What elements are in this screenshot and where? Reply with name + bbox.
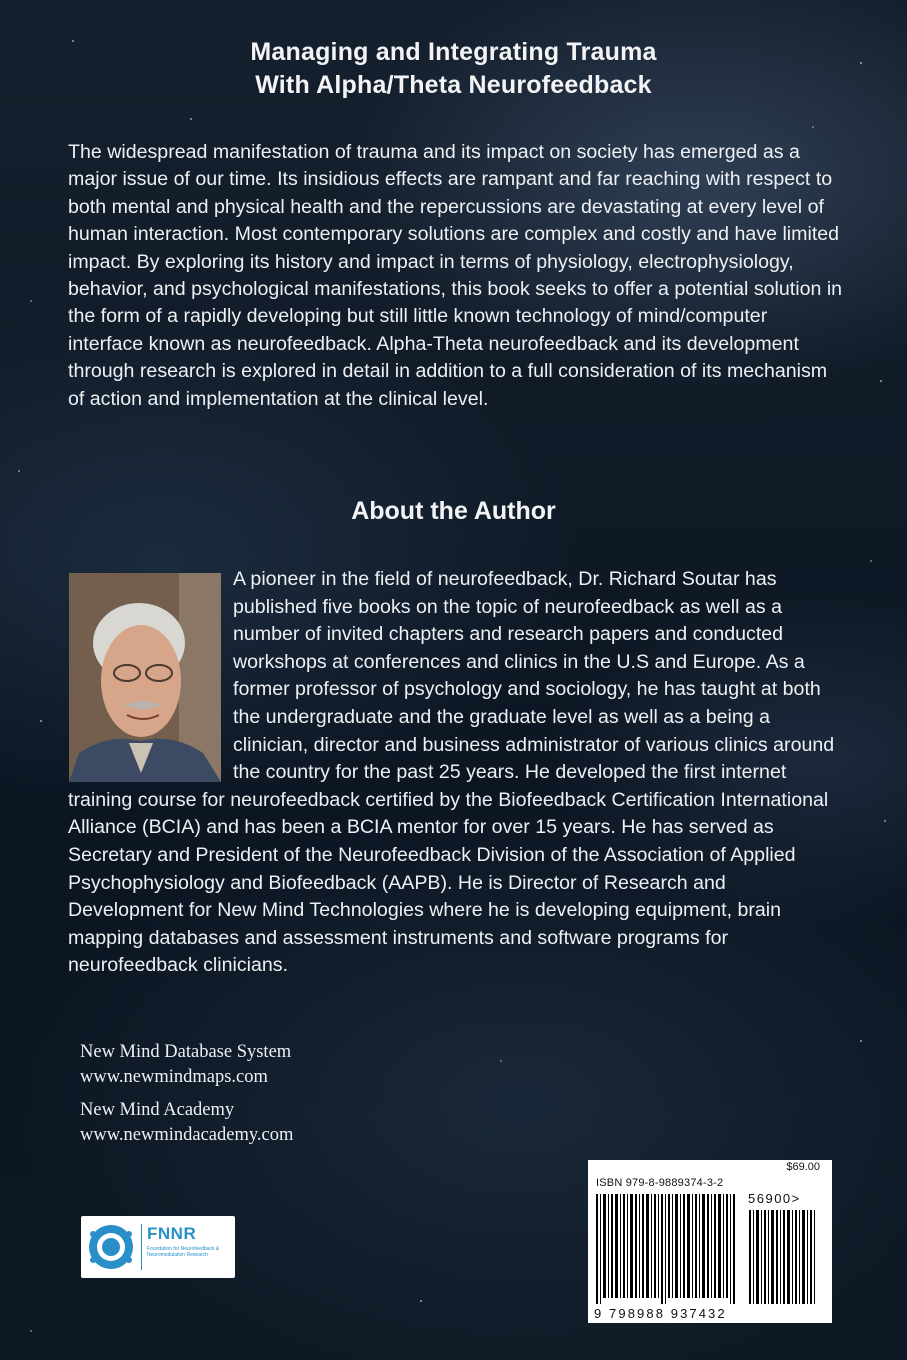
price-label: $69.00 — [786, 1161, 820, 1173]
link-url-database[interactable]: www.newmindmaps.com — [80, 1066, 268, 1087]
photo-spacer — [68, 566, 233, 786]
ean-barcode-bars — [594, 1194, 740, 1304]
fnnr-logo — [81, 1216, 235, 1278]
link-name-database: New Mind Database System — [80, 1042, 292, 1062]
author-bio — [68, 566, 843, 980]
book-title — [0, 36, 907, 102]
link-group-academy — [80, 1098, 293, 1147]
isbn-label: ISBN 979-8-9889374-3-2 — [596, 1177, 724, 1189]
logo-divider — [141, 1224, 142, 1270]
isbn-barcode — [588, 1160, 832, 1323]
about-author-heading: About the Author — [351, 497, 556, 525]
link-group-database — [80, 1040, 293, 1089]
book-description: The widespread manifestation of trauma and its impact on society has emerged as a major issue of our time. Its insidious effects are rampant and far reaching with respect to both mental and physical health and the repercussions are devastating at every level of human interaction. Most contemporary solutions are complex and costly and have limited impact. By exploring its history and impact in terms of physiology, electrophysiology, behavior, and psychological manifestations, this book seeks to offer a potential solution in the form of a rapidly developing but still little known technology of mind/computer interface known as neurofeedback. Alpha-Theta neurofeedback and its development through research is explored in detail in addition to a full consideration of its mechanism of action and implementation at the clinical level. — [68, 141, 843, 410]
ean-digits: 9 798988 937432 — [594, 1306, 727, 1321]
author-bio-text: A pioneer in the field of neurofeedback, Dr. Richard Soutar has published five books on the topic of neurofeedback as well as a number of invited chapters and research papers and conducted workshops at conferences and clinics in the U.S and Europe. As a former professor of psychology and sociology, he has taught at both the undergraduate and the graduate level as well as a being a clinician, director and business administrator of various clinics around the country for the past 25 years. He developed the first internet training course for neurofeedback certified by the Biofeedback Certification International Alliance (BCIA) and has been a BCIA mentor for over 15 years. He has served as Secretary and President of the Neurofeedback Division of the Association of Applied Psychophysiology and Biofeedback (AAPB). He is Director of Research and Development for New Mind Technologies where he is developing equipment, brain mapping databases and assessment instruments and software programs for neurofeedback clinicians. — [68, 568, 835, 977]
brain-logo-icon — [81, 1216, 141, 1278]
logo-subtitle: Foundation for Neurofeedback & Neuromodulation Research — [147, 1246, 220, 1258]
link-url-academy[interactable]: www.newmindacademy.com — [80, 1124, 294, 1145]
addon-barcode-bars — [748, 1210, 820, 1304]
book-title-line1: Managing and Integrating Trauma — [250, 38, 657, 66]
logo-text: FNNR — [147, 1224, 197, 1243]
link-name-academy: New Mind Academy — [80, 1100, 235, 1120]
links-section — [80, 1040, 293, 1156]
book-title-line2: With Alpha/Theta Neurofeedback — [255, 71, 652, 99]
addon-digits: 56900> — [748, 1191, 801, 1206]
